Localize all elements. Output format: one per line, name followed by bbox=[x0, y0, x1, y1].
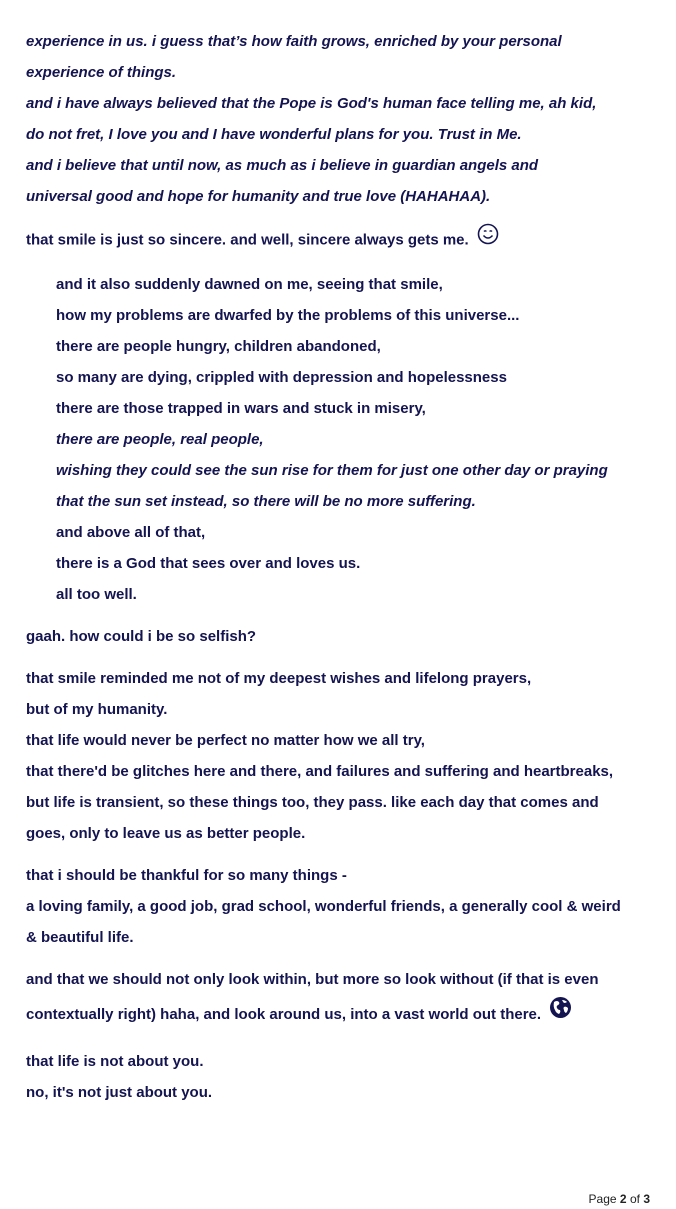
text-line: contextually right) haha, and look around us, into a vast world out there. bbox=[26, 1006, 542, 1023]
text-line: and above all of that, bbox=[56, 524, 206, 541]
text-line: so many are dying, crippled with depression and hopelessness bbox=[56, 369, 507, 386]
text-line: how my problems are dwarfed by the problems of this universe... bbox=[56, 307, 520, 324]
text-line: there are people, real people, bbox=[56, 431, 264, 448]
text-line: a loving family, a good job, grad school, wonderful friends, a generally cool & weird bbox=[26, 898, 621, 915]
paragraph-3 bbox=[26, 269, 656, 610]
paragraph-1 bbox=[26, 26, 656, 212]
text-line-with-icon bbox=[26, 995, 656, 1035]
paragraph-6 bbox=[26, 860, 656, 953]
text-line: but life is transient, so these things too, they pass. like each day that comes and bbox=[26, 794, 599, 811]
text-line: experience in us. i guess that’s how faith grows, enriched by your personal bbox=[26, 33, 562, 50]
document-page bbox=[26, 26, 656, 1108]
text-line: no, it's not just about you. bbox=[26, 1084, 213, 1102]
text-line: that smile reminded me not of my deepest wishes and lifelong prayers, bbox=[26, 670, 532, 687]
text-line: universal good and hope for humanity and true love (HAHAHAA). bbox=[26, 188, 491, 205]
text-line: that life would never be perfect no matter how we all try, bbox=[26, 732, 425, 749]
text-line: and i have always believed that the Pope is God's human face telling me, ah kid, bbox=[26, 95, 597, 112]
text-line: that the sun set instead, so there will be no more suffering. bbox=[56, 493, 476, 510]
text-line: all too well. bbox=[56, 586, 137, 603]
paragraph-4: gaah. how could i be so selfish? bbox=[26, 628, 257, 645]
text-line: there is a God that sees over and loves us. bbox=[56, 555, 361, 572]
globe-icon bbox=[549, 995, 572, 1035]
paragraph-2 bbox=[26, 223, 656, 258]
text-line: that i should be thankful for so many things - bbox=[26, 867, 347, 884]
page-number: Page 2 of 3 bbox=[588, 1192, 650, 1206]
paragraph-7 bbox=[26, 964, 656, 1035]
text-line: and that we should not only look within, but more so look without (if that is even bbox=[26, 971, 599, 988]
text-line: & beautiful life. bbox=[26, 929, 134, 946]
smiley-face-icon bbox=[477, 223, 499, 258]
text-line: that smile is just so sincere. and well, sincere always gets me. bbox=[26, 231, 469, 249]
text-line: that life is not about you. bbox=[26, 1053, 204, 1071]
text-line: wishing they could see the sun rise for them for just one other day or praying bbox=[56, 462, 608, 479]
text-line: goes, only to leave us as better people. bbox=[26, 825, 306, 842]
text-line: that there'd be glitches here and there, and failures and suffering and heartbreaks, bbox=[26, 763, 614, 780]
paragraph-8 bbox=[26, 1046, 656, 1108]
paragraph-5 bbox=[26, 663, 656, 849]
text-line: and i believe that until now, as much as i believe in guardian angels and bbox=[26, 157, 539, 174]
text-line: do not fret, I love you and I have wonderful plans for you. Trust in Me. bbox=[26, 126, 522, 143]
text-line: there are those trapped in wars and stuck in misery, bbox=[56, 400, 426, 417]
text-line: and it also suddenly dawned on me, seeing that smile, bbox=[56, 276, 443, 293]
text-line: experience of things. bbox=[26, 64, 177, 81]
text-line: but of my humanity. bbox=[26, 701, 168, 718]
text-line: there are people hungry, children abandoned, bbox=[56, 338, 381, 355]
